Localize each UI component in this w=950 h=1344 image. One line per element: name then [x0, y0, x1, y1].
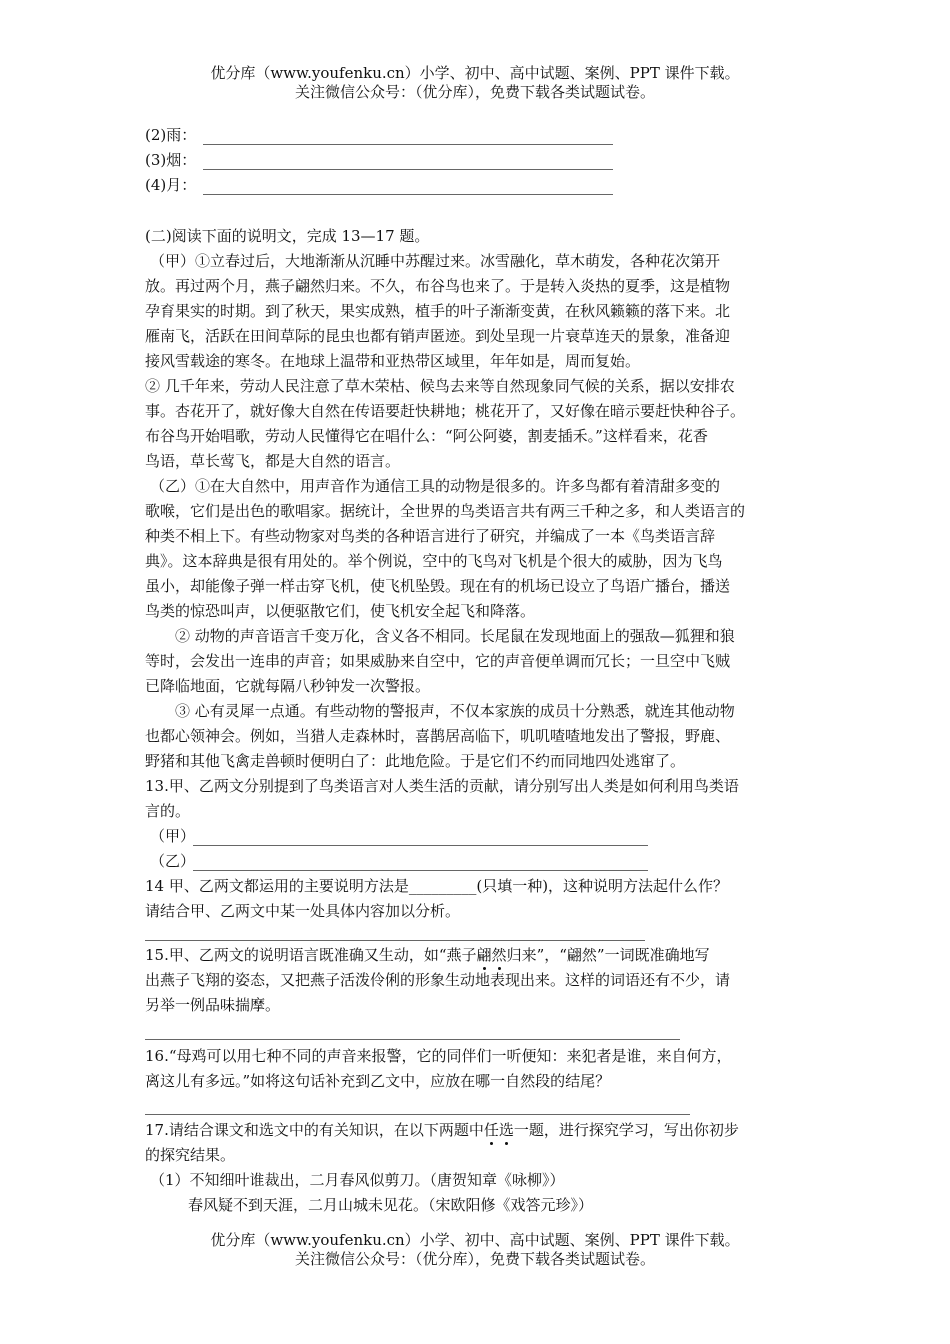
emphasis-char: 翩	[476, 946, 492, 964]
question-15-line-3: 另举一例品味揣摩。	[145, 996, 281, 1014]
passage-b-line: ③ 心有灵犀一点通。有些动物的警报声，不仅本家族的成员十分熟悉，就连其他动物	[175, 702, 735, 720]
q17-text-b: 一题，进行探究学习，写出你初步	[513, 1121, 739, 1139]
passage-b-line: 歌喉，它们是出色的歌唱家。据统计，全世界的鸟类语言共有两三千种之多，和人类语言的	[145, 502, 746, 520]
passage-a-line: 布谷鸟开始唱歌，劳动人民懂得它在唱什么：“阿公阿婆，割麦插禾。”这样看来，花香	[145, 427, 708, 445]
question-16-line-1: 16.“母鸡可以用七种不同的声音来报警，它的同伴们一听便知：来犯者是谁，来自何方，	[145, 1047, 732, 1065]
passage-b-line: 等时，会发出一连串的声音；如果威胁来自空中，它的声音便单调而冗长；一旦空中飞贼	[145, 652, 731, 670]
question-13-line-2: 言的。	[145, 802, 191, 820]
answer-line-rain	[203, 144, 613, 145]
passage-a-line: 放。再过两个月，燕子翩然归来。不久，布谷鸟也来了。于是转入炎热的夏季，这是植物	[145, 277, 731, 295]
question-14-line-2: 请结合甲、乙两文中某一处具体内容加以分析。	[145, 902, 461, 920]
passage-a-line: 接风雪载途的寒冬。在地球上温带和亚热带区域里，年年如是，周而复始。	[145, 352, 641, 370]
header-line-2: 关注微信公众号：（优分库），免费下载各类试题试卷。	[294, 83, 655, 101]
passage-b-line: ② 动物的声音语言千变万化，含义各不相同。长尾鼠在发现地面上的强敌—狐狸和狼	[175, 627, 735, 645]
emphasis-char: 选	[498, 1121, 514, 1139]
fill-item-smoke: (3)烟：	[145, 151, 197, 169]
question-16-line-2: 离这儿有多远。”如将这句话补充到乙文中，应放在哪一自然段的结尾？	[145, 1072, 611, 1090]
q13-b-answer-line	[193, 870, 648, 871]
passage-b-line: （乙）①在大自然中，用声音作为通信工具的动物是很多的。许多鸟都有着清甜多变的	[150, 477, 721, 495]
q14-answer-line	[145, 940, 645, 941]
passage-b-line: 鸟类的惊恐叫声，以便驱散它们，使飞机安全起飞和降落。	[145, 602, 536, 620]
fill-item-moon: (4)月：	[145, 176, 197, 194]
passage-a-line: 事。杏花开了，就好像大自然在传语要赶快耕地；桃花开了，又好像在暗示要赶快种谷子。	[145, 402, 746, 420]
q17-item-1-line-1: （1）不知细叶谁裁出，二月春风似剪刀。（唐贺知章《咏柳》）	[150, 1171, 565, 1189]
footer-line-2: 关注微信公众号：（优分库），免费下载各类试题试卷。	[294, 1250, 655, 1268]
q15-text-b: 归来”，“翩然”一词既准确地写	[506, 946, 710, 964]
q15-answer-line	[145, 1039, 680, 1040]
question-13-line-1: 13.甲、乙两文分别提到了鸟类语言对人类生活的贡献，请分别写出人类是如何利用鸟类语	[145, 777, 739, 795]
question-17-line-1	[145, 1119, 739, 1141]
page-footer	[0, 1231, 950, 1269]
passage-b-line: 野猪和其他飞禽走兽顿时便明白了：此地危险。于是它们不约而同地四处逃窜了。	[145, 752, 686, 770]
q13-a-label: （甲）	[150, 827, 196, 845]
q13-b-label: （乙）	[150, 852, 196, 870]
passage-a-line: 孕育果实的时期。到了秋天，果实成熟，植手的叶子渐渐变黄，在秋风籁籁的落下来。北	[145, 302, 731, 320]
question-17-line-2: 的探究结果。	[145, 1146, 236, 1164]
passage-b-line: 典》。这本辞典是很有用处的。举个例说，空中的飞鸟对飞机是个很大的威胁，因为飞鸟	[145, 552, 723, 570]
emphasis-char: 任	[483, 1121, 499, 1139]
q15-text-a: 15.甲、乙两文的说明语言既准确又生动，如“燕子	[145, 946, 477, 964]
passage-a-line: 鸟语，草长莺飞，都是大自然的语言。	[145, 452, 401, 470]
emphasis-char: 然	[491, 946, 507, 964]
question-14-line-1: 14 甲、乙两文都运用的主要说明方法是_________(只填一种)，这种说明方法起什么作？	[145, 877, 729, 895]
passage-a-line: ② 几千年来，劳动人民注意了草木荣枯、候鸟去来等自然现象同气候的关系，据以安排农	[145, 377, 735, 395]
passage-b-line: 已降临地面，它就每隔八秒钟发一次警报。	[145, 677, 431, 695]
header-line-1: 优分库（www.youfenku.cn）小学、初中、高中试题、案例、PPT 课件下载。	[210, 64, 740, 82]
page-header	[0, 64, 950, 102]
passage-a-line: （甲）①立春过后，大地渐渐从沉睡中苏醒过来。冰雪融化，草木萌发，各种花次第开	[150, 252, 721, 270]
q13-a-answer-line	[193, 845, 648, 846]
passage-a-line: 雁南飞，活跃在田间草际的昆虫也都有销声匿迹。到处呈现一片衰草连天的景象，准备迎	[145, 327, 731, 345]
q17-text-a: 17.请结合课文和选文中的有关知识，在以下两题中	[145, 1121, 484, 1139]
q17-item-1-line-2: 春风疑不到天涯，二月山城未见花。（宋欧阳修《戏答元珍》）	[188, 1196, 594, 1214]
answer-line-moon	[203, 194, 613, 195]
question-15-line-2: 出燕子飞翔的姿态，又把燕子活泼伶俐的形象生动地表现出来。这样的词语还有不少，请	[145, 971, 731, 989]
answer-line-smoke	[203, 169, 613, 170]
passage-b-line: 也都心领神会。例如，当猎人走森林时，喜鹊居高临下，叽叽喳喳地发出了警报，野鹿、	[145, 727, 731, 745]
question-15-line-1	[145, 944, 710, 966]
q16-answer-line	[145, 1114, 690, 1115]
footer-line-1: 优分库（www.youfenku.cn）小学、初中、高中试题、案例、PPT 课件下载。	[210, 1231, 740, 1249]
fill-item-rain: (2)雨：	[145, 126, 197, 144]
passage-b-line: 虽小，却能像子弹一样击穿飞机，使飞机坠毁。现在有的机场已设立了鸟语广播台，播送	[145, 577, 731, 595]
passage-b-line: 种类不相上下。有些动物家对鸟类的各种语言进行了研究，并编成了一本《鸟类语言辞	[145, 527, 716, 545]
section-title: (二)阅读下面的说明文，完成 13—17 题。	[145, 227, 430, 245]
